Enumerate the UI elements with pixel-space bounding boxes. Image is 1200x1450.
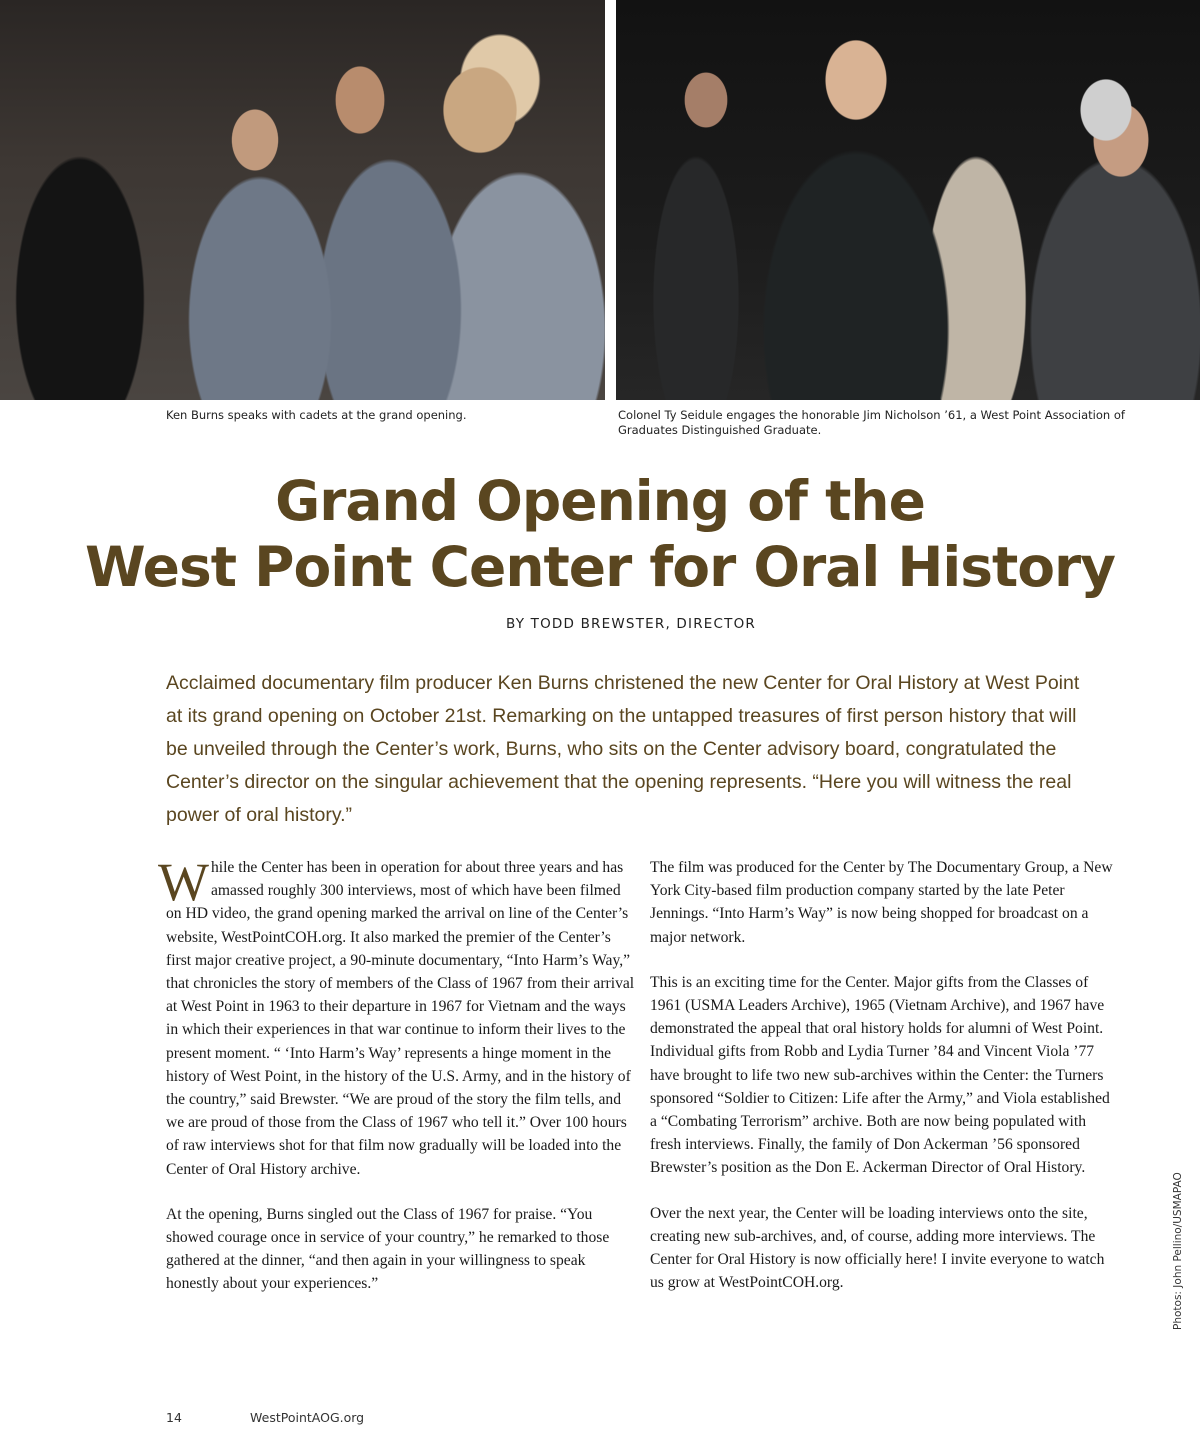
photo-caption-left: Ken Burns speaks with cadets at the grand opening. bbox=[166, 408, 467, 422]
body-paragraph: At the opening, Burns singled out the Class of 1967 for praise. “You showed courage once in service of your country,” he remarked to those gathered at the dinner, “and then again in your willingness to speak honestly about your experiences.” bbox=[166, 1205, 610, 1293]
body-paragraph bbox=[158, 852, 636, 1181]
title-line-2: West Point Center for Oral History bbox=[84, 535, 1116, 599]
body-paragraph-text: hile the Center has been in operation for about three years and has amassed roughly 300 interviews, most of which have been filmed on HD video, the grand opening marked the arrival on line of the Center’s website, WestPointCOH.org. It also marked the premier of the Center’s first major creative project, a 90-minute documentary, “Into Harm’s Way,” that chronicles the story of members of the Class of 1967 from their arrival at West Point in 1963 to their departure in 1967 for Vietnam and the ways in which their experiences in that war continue to inform their lives to the present moment. “ ‘Into Harm’s Way’ represents a hinge moment in the history of West Point, in the history of the U.S. Army, and in the history of the country,” said Brewster. “We are proud of the story the film tells, and we are proud of those from the Class of 1967 who tell it.” Over 100 hours of raw interviews shot for that film now gradually will be loaded into the Center of Oral History archive. bbox=[166, 859, 635, 1178]
title-line-1: Grand Opening of the bbox=[275, 469, 925, 533]
photo-caption-right: Colonel Ty Seidule engages the honorable Jim Nicholson ’61, a West Point Association of Graduates Distinguished Graduate. bbox=[618, 408, 1125, 437]
photo-credit: Photos: John Pellino/USMAPAO bbox=[1172, 1172, 1184, 1330]
article-lede: Acclaimed documentary film producer Ken Burns christened the new Center for Oral History at West Point at its grand opening on October 21st. Remarking on the untapped treasures of first person history that will be unveiled through the Center’s work, Burns, who sits on the Center advisory board, congratulated the Center’s director on the singular achievement that the opening represents. “Here you will witness the real power of oral history.” bbox=[166, 672, 1080, 826]
photo-ken-burns-with-cadets bbox=[0, 0, 605, 400]
body-paragraph: This is an exciting time for the Center. Major gifts from the Classes of 1961 (USMA Leaders Archive), 1965 (Vietnam Archive), and 1967 have demonstrated the appeal that oral history holds for alumni of West Point. Individual gifts from Robb and Lydia Turner ’84 and Vincent Viola ’77 have brought to life two new sub-archives within the Center: the Turners sponsored “Soldier to Citizen: Life after the Army,” and Viola established a “Combating Terrorism” archive. Both are now being populated with fresh interviews. Finally, the family of Don Ackerman ’56 sponsored Brewster’s position as the Don E. Ackerman Director of Oral History. bbox=[650, 973, 1110, 1177]
article-title bbox=[0, 468, 1200, 600]
page-number: 14 bbox=[166, 1410, 182, 1425]
body-column-left bbox=[158, 852, 636, 1318]
photo-seidule-and-nicholson bbox=[616, 0, 1200, 400]
byline: BY TODD BREWSTER, DIRECTOR bbox=[505, 616, 756, 632]
body-paragraph: Over the next year, the Center will be loading interviews onto the site, creating new sub-archives, and, of course, adding more interviews. The Center for Oral History is now officially here! I invite everyone to watch us grow at WestPointCOH.org. bbox=[650, 1204, 1105, 1292]
drop-cap: W bbox=[158, 852, 209, 912]
body-paragraph: The film was produced for the Center by The Documentary Group, a New York City-based film production company started by the late Peter Jennings. “Into Harm’s Way” is now being shopped for broadcast on a major network. bbox=[650, 859, 1113, 946]
body-column-right bbox=[650, 856, 1120, 1316]
footer-site-url: WestPointAOG.org bbox=[250, 1410, 365, 1425]
